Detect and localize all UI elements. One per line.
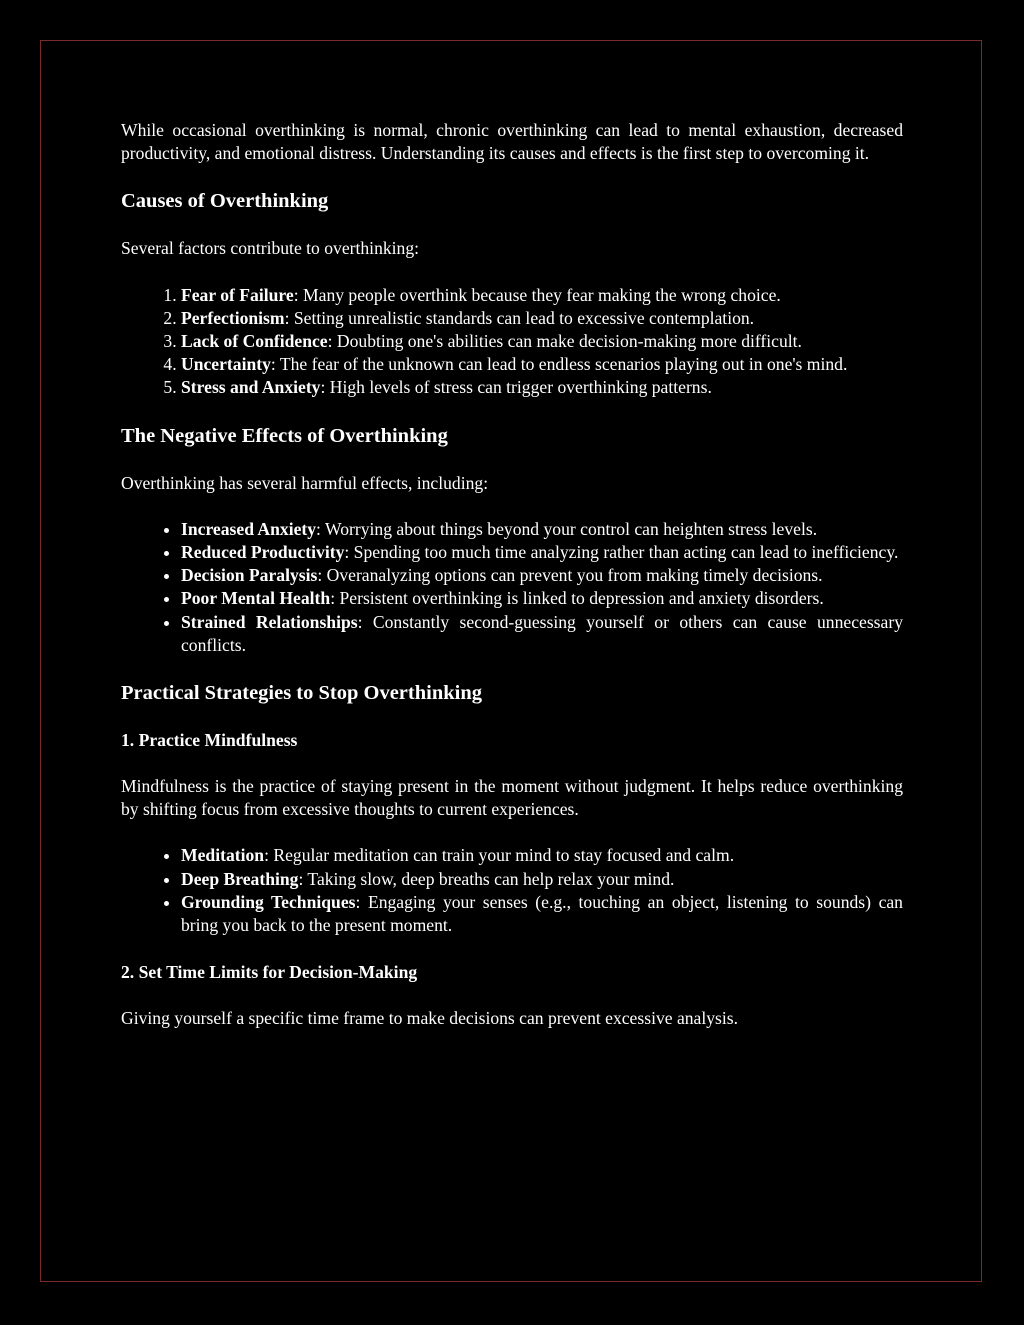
list-item-text: : Many people overthink because they fear making the wrong choice.	[293, 284, 781, 305]
strategies-heading: Practical Strategies to Stop Overthinking	[121, 682, 482, 705]
list-item	[181, 330, 903, 353]
list-item-term: Reduced Productivity	[181, 542, 345, 563]
list-item	[181, 307, 903, 330]
effects-list	[121, 518, 903, 657]
mindfulness-paragraph: Mindfulness is the practice of staying present in the moment without judgment. It helps reduce overthinking by shifting focus from excessive thoughts to current experiences.	[121, 776, 903, 820]
list-item-term: Meditation	[181, 845, 265, 866]
list-item-term: Fear of Failure	[181, 284, 294, 305]
list-item	[181, 611, 903, 657]
list-item-term: Lack of Confidence	[181, 331, 328, 352]
list-item-text: : Taking slow, deep breaths can help relax your mind.	[298, 868, 675, 889]
list-item-term: Decision Paralysis	[181, 565, 318, 586]
list-item-term: Grounding Techniques	[181, 891, 356, 912]
list-item	[181, 868, 903, 891]
list-item	[181, 587, 903, 610]
list-item-term: Increased Anxiety	[181, 518, 317, 539]
list-item-term: Stress and Anxiety	[181, 377, 321, 398]
list-item-term: Poor Mental Health	[181, 588, 331, 609]
causes-lead: Several factors contribute to overthinking:	[121, 238, 420, 259]
list-item-text: : Worrying about things beyond your control can heighten stress levels.	[316, 518, 818, 539]
list-item	[181, 518, 903, 541]
list-item-text: : The fear of the unknown can lead to endless scenarios playing out in one's mind.	[270, 354, 848, 375]
list-item	[181, 564, 903, 587]
list-item	[181, 891, 903, 937]
list-item-text: : Overanalyzing options can prevent you from making timely decisions.	[317, 565, 823, 586]
time-limits-paragraph: Giving yourself a specific time frame to make decisions can prevent excessive analysis.	[121, 1008, 739, 1029]
list-item-text: : Doubting one's abilities can make decision-making more difficult.	[327, 331, 802, 352]
effects-heading: The Negative Effects of Overthinking	[121, 424, 448, 447]
intro-paragraph: While occasional overthinking is normal, chronic overthinking can lead to mental exhaustion, decreased productivity, and emotional distress. Understanding its causes and effects is the first step to overcoming it.	[121, 120, 903, 164]
list-item-text: : Engaging your senses (e.g., touching an object, listening to sounds) can bring you back to the present moment.	[181, 891, 903, 936]
list-item-text: : Constantly second-guessing yourself or others can cause unnecessary conflicts.	[181, 611, 903, 655]
causes-heading: Causes of Overthinking	[121, 190, 329, 213]
document-content	[121, 119, 903, 1030]
list-item	[181, 376, 903, 399]
list-item	[181, 541, 903, 564]
list-item-term: Deep Breathing	[181, 868, 299, 889]
mindfulness-heading: 1. Practice Mindfulness	[121, 730, 298, 751]
list-item-term: Uncertainty	[181, 354, 271, 375]
list-item-text: : Spending too much time analyzing rather than acting can lead to inefficiency.	[344, 542, 899, 563]
causes-list	[121, 284, 903, 400]
list-item	[181, 844, 903, 867]
list-item-text: : High levels of stress can trigger overthinking patterns.	[320, 377, 712, 398]
list-item-text: : Regular meditation can train your mind to stay focused and calm.	[264, 845, 735, 866]
effects-lead: Overthinking has several harmful effects, including:	[121, 472, 489, 493]
list-item	[181, 353, 903, 376]
time-limits-heading: 2. Set Time Limits for Decision-Making	[121, 962, 418, 983]
list-item-text: : Persistent overthinking is linked to depression and anxiety disorders.	[330, 588, 824, 609]
list-item	[181, 284, 903, 307]
list-item-term: Perfectionism	[181, 307, 285, 328]
list-item-term: Strained Relationships	[181, 611, 358, 632]
list-item-text: : Setting unrealistic standards can lead to excessive contemplation.	[284, 307, 755, 328]
mindfulness-list	[121, 844, 903, 937]
